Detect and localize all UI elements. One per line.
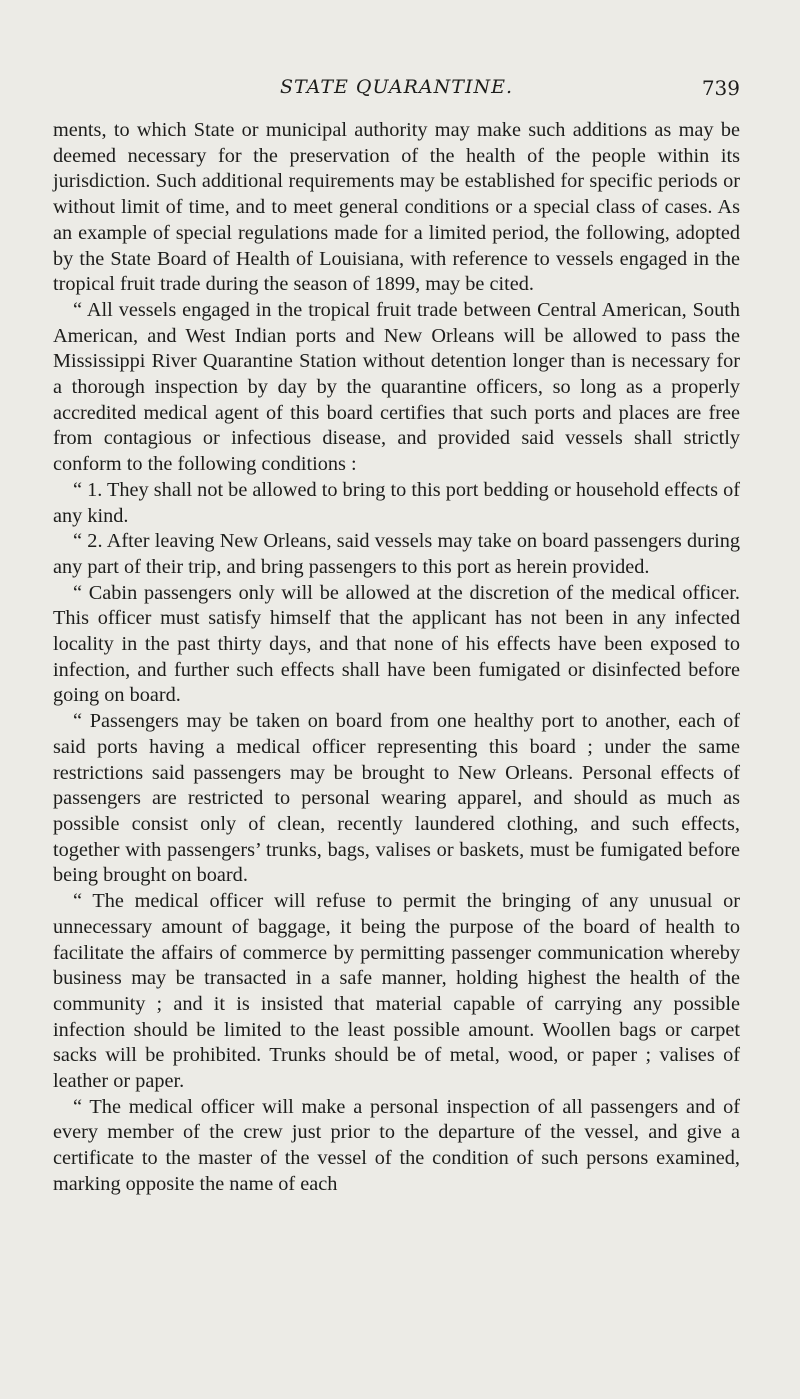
paragraph-condition-2: “ 2. After leaving New Orleans, said vessels may take on board passengers during any part of their trip, and bring passengers to this port as herein provided. <box>53 530 740 578</box>
page-number: 739 <box>701 76 740 100</box>
paragraph-continued: ments, to which State or municipal authority may make such additions as may be deemed necessary for the preservation of the health of the people within its jurisdiction. Such additional requirements may be established for specific periods or without limit of time, and to meet general conditions or a special class of cases. As an example of special regulations made for a limited period, the following, adopted by the State Board of Health of Louisiana, with reference to vessels engaged in the tropical fruit trade during the season of 1899, may be cited. <box>53 119 740 296</box>
running-title: STATE QUARANTINE. <box>279 76 513 98</box>
paragraph-condition-1: “ 1. They shall not be allowed to bring to this port bedding or household effects of any kind. <box>53 478 740 527</box>
paragraph-passengers: “ Passengers may be taken on board from one healthy port to another, each of said ports having a medical officer representing this board ; under the same restrictions said passengers may be brought to New Orleans. Personal effects of passengers are restricted to personal wearing apparel, and should as much as possible consist only of clean, recently laundered clothing, and such effects, together with passengers’ trunks, bags, valises or baskets, must be fumigated before being brought on board. <box>53 710 740 887</box>
paragraph-cabin-passengers: “ Cabin passengers only will be allowed at the discretion of the medical officer. This officer must satisfy himself that the applicant has not been in any infected locality in the past thirty days, and that none of his effects have been exposed to infection, and further such effects shall have been fumigated or disinfected before going on board. <box>53 581 740 707</box>
paragraph-inspection: “ The medical officer will make a personal inspection of all passengers and of every member of the crew just prior to the departure of the vessel, and give a certificate to the master of the vessel of the condition of such persons examined, marking opposite the name of each <box>53 1095 740 1195</box>
paragraph-quote-intro: “ All vessels engaged in the tropical fruit trade between Central American, South American, and West Indian ports and New Orleans will be allowed to pass the Mississippi River Quarantine Station without detention longer than is necessary for a thorough inspection by day by the quarantine officers, so long as a properly accredited medical agent of this board certifies that such ports and places are free from contagious or infectious disease, and provided said vessels shall strictly conform to the following conditions : <box>53 298 740 476</box>
paragraph-baggage: “ The medical officer will refuse to permit the bringing of any unusual or unnecessary amount of baggage, it being the purpose of the board of health to facilitate the affairs of commerce by permitting passenger communication whereby business may be transacted in a safe manner, holding highest the health of the community ; and it is insisted that material capable of carrying any possible infection should be limited to the least possible amount. Woollen bags or carpet sacks will be prohibited. Trunks should be of metal, wood, or paper ; valises of leather or paper. <box>53 890 740 1093</box>
body-text <box>53 118 740 1198</box>
running-head <box>53 76 740 106</box>
